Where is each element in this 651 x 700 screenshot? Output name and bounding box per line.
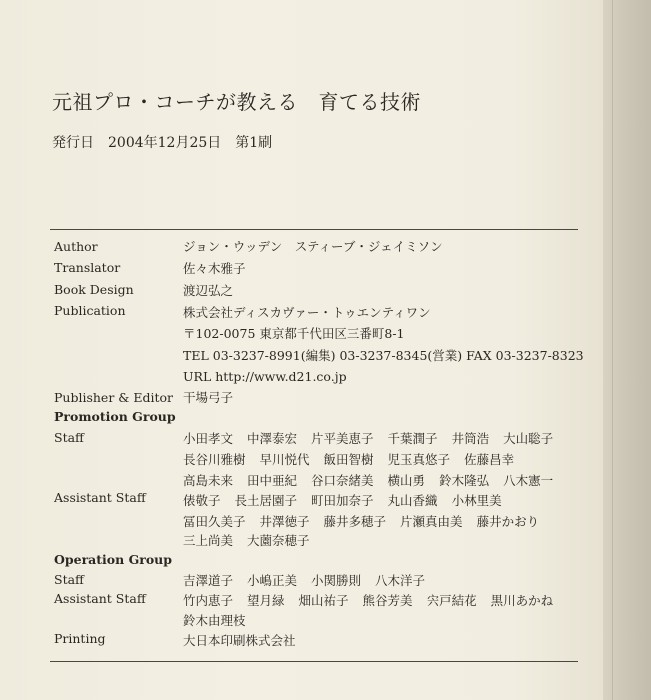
staff-name: 丸山香織 [387, 493, 438, 508]
staff-name: 高島未来 [183, 473, 234, 488]
staff-name: 小嶋正美 [247, 573, 298, 588]
staff-name: 長土居園子 [234, 493, 298, 508]
staff-name: 三上尚美 [183, 533, 234, 548]
staff-name: 藤井かおり [476, 514, 540, 529]
author-value: ジョン・ウッデン スティーブ・ジェイミソン [183, 239, 443, 254]
operation-assistant-line-1 [183, 592, 567, 610]
printing-value: 大日本印刷株式会社 [183, 633, 296, 648]
operation-assistant-label: Assistant Staff [54, 591, 146, 606]
staff-name: 飯田智樹 [323, 452, 374, 467]
operation-group-heading: Operation Group [54, 552, 172, 567]
top-divider [50, 229, 578, 230]
publisher-tel-fax: TEL 03-3237-8991(編集) 03-3237-8345(営業) FAX 03-3237-8323 [183, 348, 584, 363]
staff-name: 長谷川雅樹 [183, 452, 246, 467]
staff-name: 谷口奈緒美 [311, 473, 374, 488]
staff-name: 黒川あかね [490, 593, 554, 608]
translator-label: Translator [54, 260, 121, 275]
promotion-staff-line-1 [183, 430, 567, 448]
staff-name: 井澤徳子 [259, 514, 310, 529]
staff-name: 熊谷芳美 [362, 593, 413, 608]
staff-name: 望月緑 [247, 593, 285, 608]
staff-name: 児玉真悠子 [387, 452, 451, 467]
book-design-value: 渡辺弘之 [183, 283, 234, 298]
staff-name: 田中亜紀 [247, 473, 298, 488]
staff-name: 八木憲一 [503, 473, 554, 488]
operation-staff-label: Staff [54, 572, 84, 587]
publisher-url: URL http://www.d21.co.jp [183, 369, 347, 384]
operation-assistant-line-2 [183, 612, 260, 630]
publication-date: 発行日 2004年12月25日 第1刷 [52, 135, 273, 151]
staff-name: 畑山祐子 [298, 593, 349, 608]
book-design-label: Book Design [54, 282, 134, 297]
staff-name: 冨田久美子 [183, 514, 246, 529]
translator-value: 佐々木雅子 [183, 261, 246, 276]
publication-value: 株式会社ディスカヴァー・トゥエンティワン [183, 305, 431, 320]
staff-name: 吉澤道子 [183, 573, 234, 588]
page-fold-line [612, 0, 613, 700]
staff-name: 鈴木由理枝 [183, 613, 246, 628]
promotion-group-heading: Promotion Group [54, 409, 176, 424]
printing-label: Printing [54, 631, 106, 646]
bottom-divider [50, 661, 578, 662]
staff-name: 竹内恵子 [183, 593, 234, 608]
promotion-assistant-label: Assistant Staff [54, 490, 146, 505]
book-title: 元祖プロ・コーチが教える 育てる技術 [52, 90, 421, 114]
author-label: Author [54, 239, 98, 254]
operation-staff-line [183, 572, 439, 590]
publisher-editor-label: Publisher & Editor [54, 390, 174, 405]
staff-name: 藤井多穂子 [323, 514, 387, 529]
publisher-editor-value: 干場弓子 [183, 390, 234, 405]
staff-name: 大山聡子 [503, 431, 554, 446]
promotion-staff-line-3 [183, 472, 567, 490]
staff-name: 鈴木隆弘 [439, 473, 490, 488]
staff-name: 俵敬子 [183, 493, 221, 508]
staff-name: 大薗奈穂子 [247, 533, 310, 548]
staff-name: 小田孝文 [183, 431, 234, 446]
staff-name: 佐藤昌幸 [464, 452, 515, 467]
publication-label: Publication [54, 303, 126, 318]
promotion-staff-line-2 [183, 451, 528, 469]
publisher-address: 〒102-0075 東京都千代田区三番町8-1 [183, 326, 405, 341]
staff-name: 八木洋子 [375, 573, 426, 588]
staff-name: 小林里美 [451, 493, 502, 508]
promotion-assistant-line-2 [183, 513, 553, 531]
staff-name: 宍戸結花 [426, 593, 477, 608]
facing-page-edge [603, 0, 651, 700]
promotion-assistant-line-3 [183, 532, 324, 550]
staff-name: 片平美恵子 [311, 431, 374, 446]
staff-name: 早川悦代 [259, 452, 310, 467]
staff-name: 町田加奈子 [311, 493, 374, 508]
staff-name: 千葉潤子 [387, 431, 438, 446]
staff-name: 中澤泰宏 [247, 431, 298, 446]
staff-name: 小関勝則 [311, 573, 362, 588]
staff-name: 井筒浩 [451, 431, 490, 446]
promotion-assistant-line-1 [183, 492, 516, 510]
staff-name: 横山勇 [387, 473, 426, 488]
staff-name: 片瀬真由美 [400, 514, 463, 529]
promotion-staff-label: Staff [54, 430, 84, 445]
